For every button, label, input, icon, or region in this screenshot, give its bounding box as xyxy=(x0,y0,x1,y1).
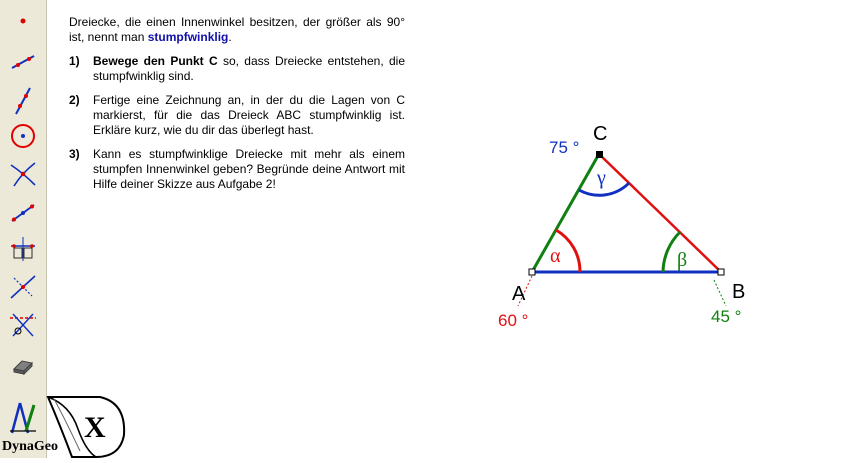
task-text: Fertige eine Zeichnung an, in der du die Lagen von C markierst, für die das Dreieck ABC stumpfwinklig ist. Erkläre kurz, wie du dir das überlegt hast. xyxy=(93,93,405,137)
geometry-canvas[interactable] xyxy=(440,110,840,340)
circle-tool[interactable] xyxy=(5,120,41,152)
eraser-icon xyxy=(8,349,38,379)
segment-tool[interactable] xyxy=(5,45,41,77)
task-number: 1) xyxy=(69,54,80,68)
task-1 xyxy=(69,54,405,84)
label-c: C xyxy=(593,123,608,145)
alpha-symbol: α xyxy=(550,245,561,267)
measure-tool[interactable] xyxy=(5,233,41,265)
midpoint-tool[interactable] xyxy=(5,196,41,228)
circle-icon xyxy=(8,121,38,151)
segment-icon xyxy=(8,46,38,76)
gamma-value: 75 ° xyxy=(549,138,580,157)
side-ac[interactable] xyxy=(532,154,599,272)
beta-value: 45 ° xyxy=(711,307,742,326)
toolbar xyxy=(0,0,47,458)
intro-paragraph xyxy=(69,15,405,45)
perpendicular-icon xyxy=(8,272,38,302)
task-number: 2) xyxy=(69,93,80,107)
task-2 xyxy=(69,93,405,138)
label-a: A xyxy=(512,283,526,305)
logo-letter: X xyxy=(84,411,106,444)
beta-leader xyxy=(714,280,726,306)
point-icon xyxy=(8,6,38,36)
point-a[interactable] xyxy=(529,269,535,275)
intersection-tool[interactable] xyxy=(5,158,41,190)
eraser-tool[interactable] xyxy=(5,348,41,380)
intro-text: Dreiecke, die einen Innenwinkel besitzen, der größer als 90° ist, nennt man xyxy=(69,15,405,44)
task-3 xyxy=(69,147,405,192)
line-tool[interactable] xyxy=(5,85,41,117)
task-text: Kann es stumpfwinklige Dreiecke mit mehr als einem stumpfen Innenwinkel geben? Begründe deine Antwort mit Hilfe deiner Skizze aus Aufgabe 2! xyxy=(93,147,405,191)
dynageo-logo xyxy=(0,395,130,458)
alpha-value: 60 ° xyxy=(498,311,529,330)
hide-icon xyxy=(8,310,38,340)
point-c[interactable] xyxy=(596,151,603,158)
point-tool[interactable] xyxy=(5,5,41,37)
side-bc[interactable] xyxy=(599,154,721,272)
logo-text: DynaGeo xyxy=(2,439,58,454)
task-bold: Bewege den Punkt C xyxy=(93,54,218,68)
intro-end: . xyxy=(228,30,232,44)
task-text: so, dass Dreiecke entstehen, die stumpfwinklig sind. xyxy=(93,54,405,83)
triangle-figure xyxy=(440,110,840,340)
line-icon xyxy=(8,86,38,116)
intro-keyword: stumpfwinklig xyxy=(147,30,229,44)
task-number: 3) xyxy=(69,147,80,161)
measure-icon xyxy=(8,234,38,264)
beta-symbol: β xyxy=(677,249,688,271)
midpoint-icon xyxy=(8,197,38,227)
perpendicular-tool[interactable] xyxy=(5,271,41,303)
intersection-icon xyxy=(8,159,38,189)
compass-icon xyxy=(10,403,36,433)
hide-tool[interactable] xyxy=(5,309,41,341)
gamma-symbol: γ xyxy=(597,167,606,189)
task-text xyxy=(69,15,405,201)
point-b[interactable] xyxy=(718,269,724,275)
label-b: B xyxy=(732,281,746,303)
